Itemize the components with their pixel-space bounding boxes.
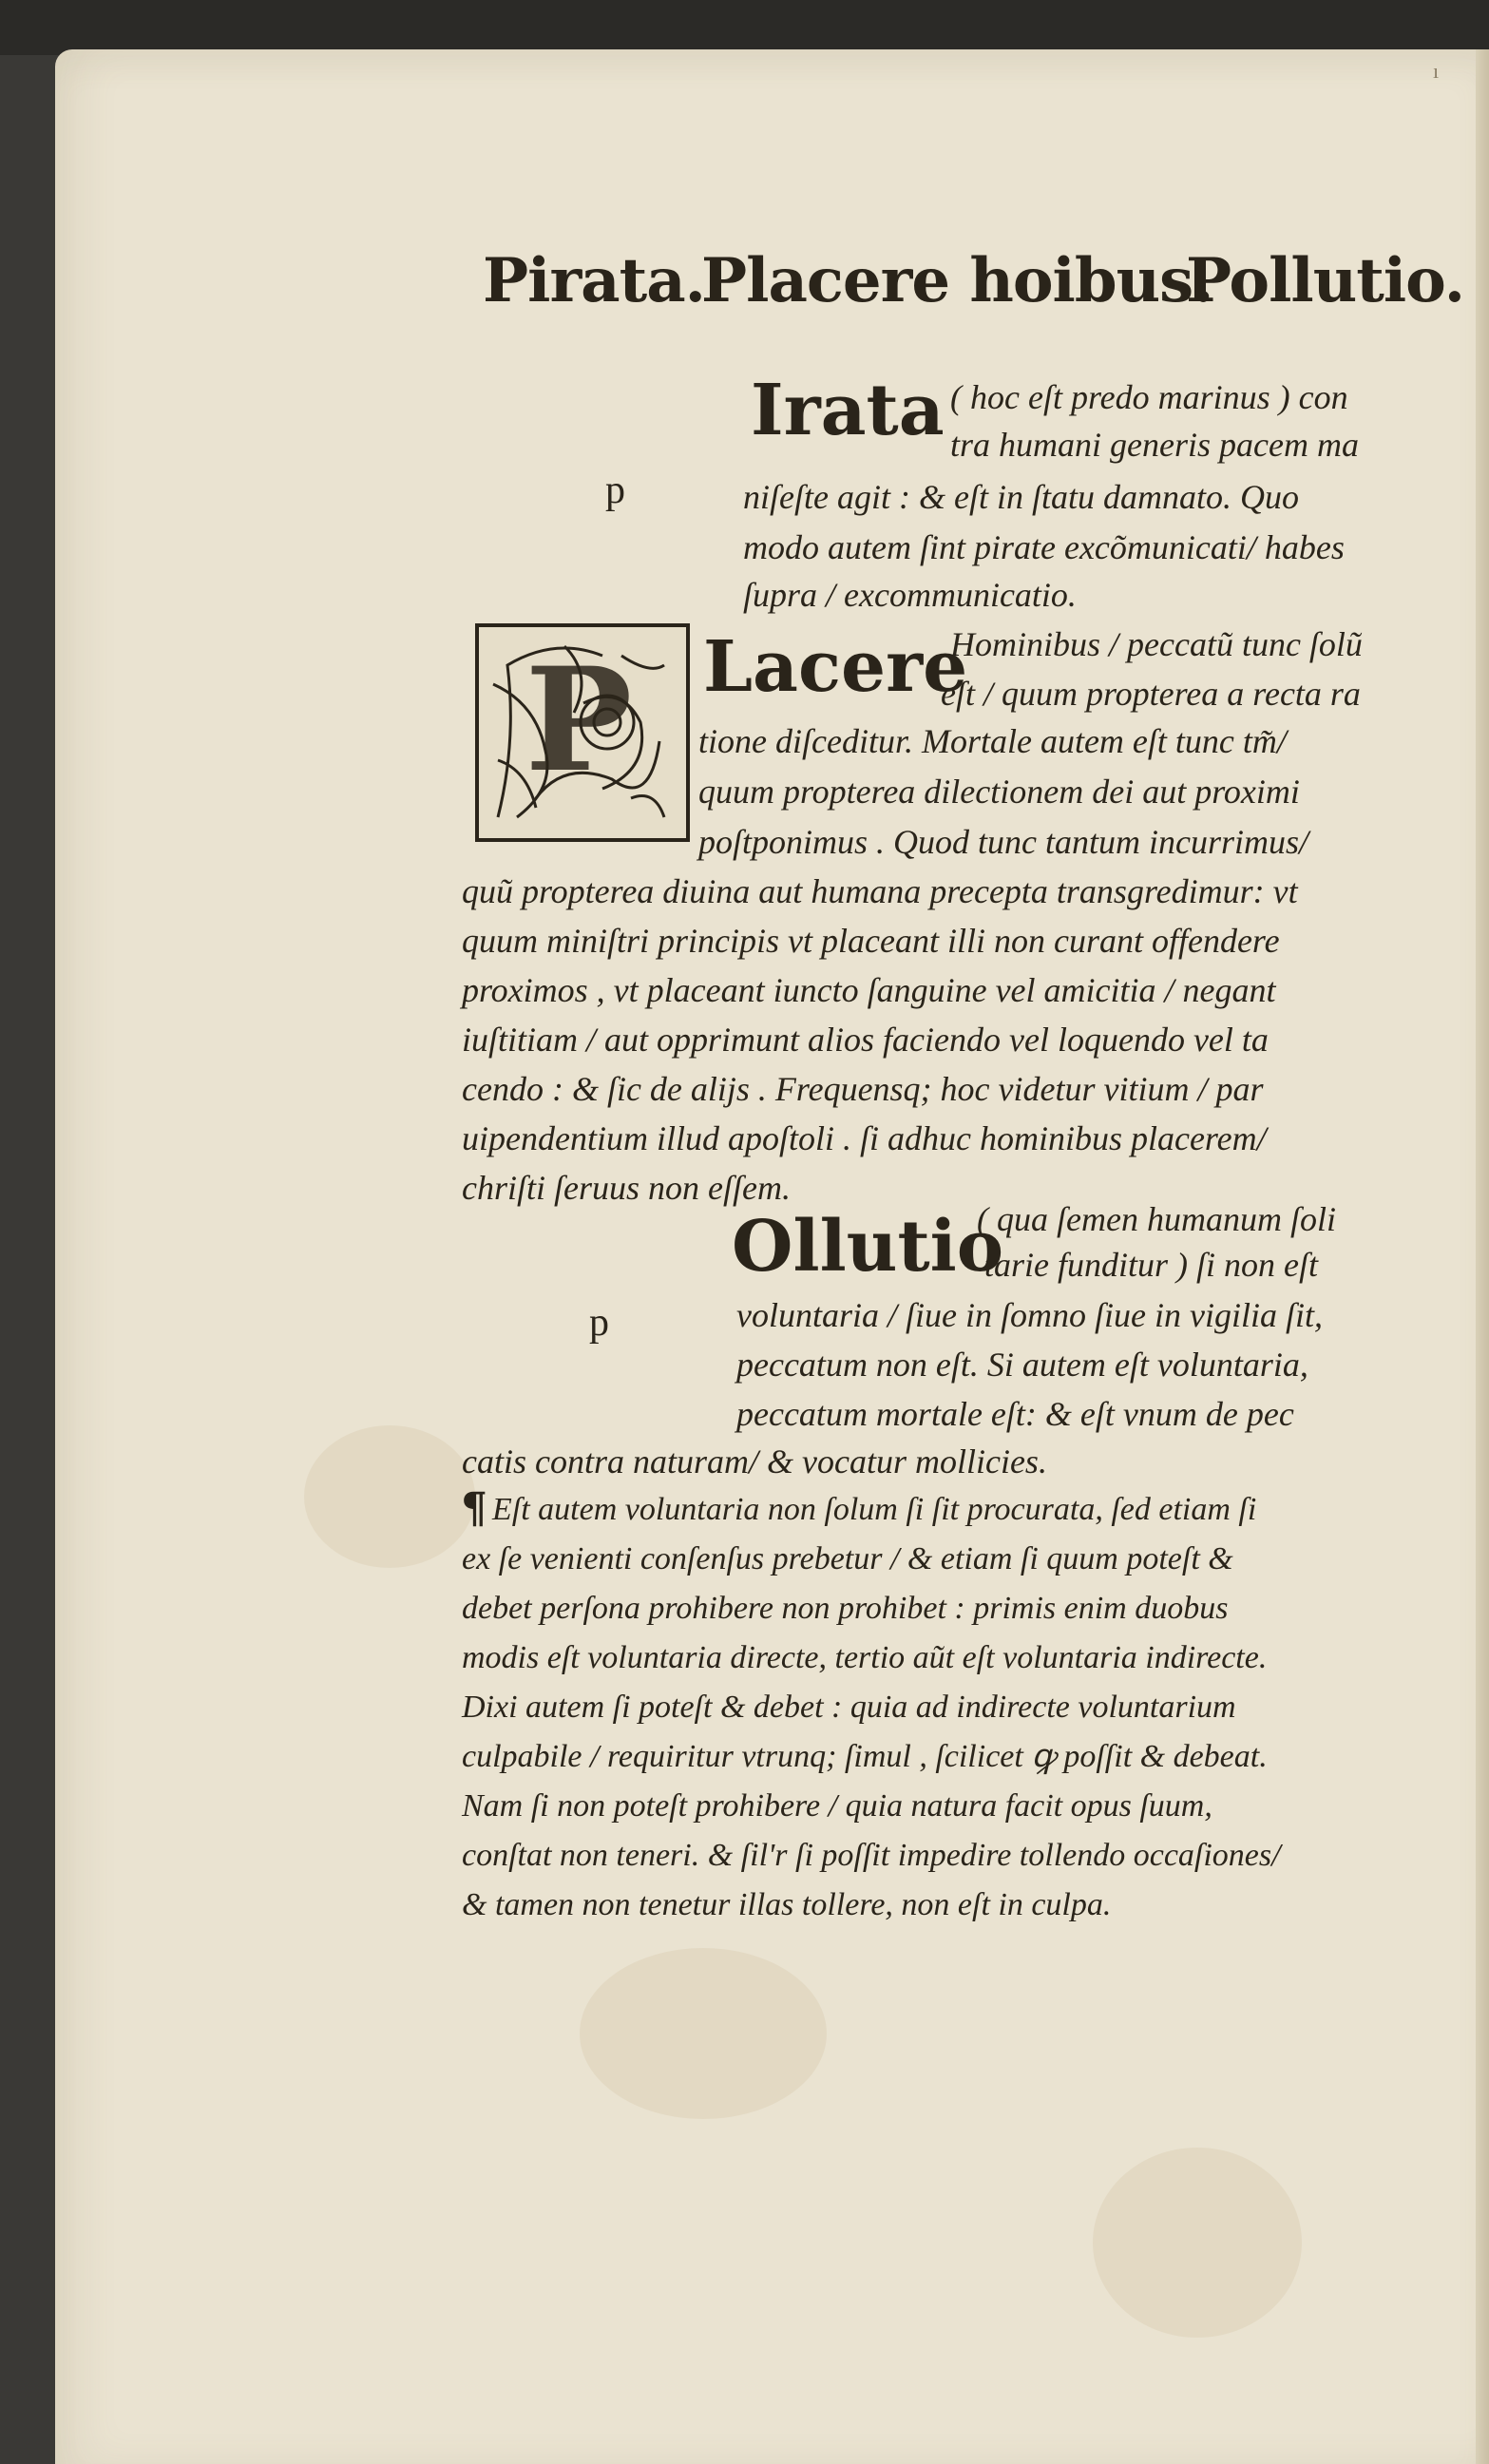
paragraph-line-2: ex ſe venienti conſenſus prebetur / & etiam ſi quum poteſt & bbox=[462, 1541, 1233, 1576]
pollutio-line-1: ( qua ſemen humanum ſoli bbox=[977, 1200, 1336, 1238]
placere-line-7: quum miniſtri principis vt placeant illi non curant offendere bbox=[462, 922, 1280, 960]
pollutio-line-6: catis contra naturam/ & vocatur mollicies. bbox=[462, 1442, 1047, 1480]
paragraph-line-9: & tamen non tenetur illas tollere, non eſt in culpa. bbox=[462, 1887, 1112, 1922]
placere-line-8: proximos , vt placeant iuncto ſanguine vel amicitia / negant bbox=[462, 971, 1276, 1009]
scan-background bbox=[0, 0, 1489, 55]
placere-drop-word: Lacere bbox=[703, 626, 968, 708]
paper-stain bbox=[1093, 2148, 1302, 2338]
page-edge bbox=[1476, 49, 1489, 2464]
header-pirata: Pirata. bbox=[483, 245, 705, 316]
paragraph-line-3: debet perſona prohibere non prohibet : primis enim duobus bbox=[462, 1591, 1229, 1626]
woodcut-initial-art bbox=[479, 627, 678, 831]
pollutio-margin-letter: p bbox=[589, 1301, 609, 1345]
placere-line-9: iuſtitiam / aut opprimunt alios faciendo vel loquendo vel ta bbox=[462, 1021, 1269, 1059]
pirata-drop-word: Irata bbox=[751, 370, 945, 451]
paragraph-line-4: modis eſt voluntaria directe, tertio aũt eſt voluntaria indirecte. bbox=[462, 1640, 1268, 1675]
paragraph-line-5: Dixi autem ſi poteſt & debet : quia ad indirecte voluntarium bbox=[462, 1690, 1236, 1725]
pirata-line-4: modo autem ſint pirate excõmunicati/ habes bbox=[743, 528, 1345, 566]
placere-line-12: chriſti ſeruus non eſſem. bbox=[462, 1169, 791, 1207]
pollutio-line-2: tarie funditur ) ſi non eſt bbox=[984, 1246, 1318, 1284]
placere-line-2: eſt / quum propterea a recta ra bbox=[941, 675, 1361, 713]
placere-line-4: quum propterea dilectionem dei aut proximi bbox=[698, 773, 1300, 811]
header-placere: Placere hoibus. bbox=[701, 245, 1213, 316]
placere-line-10: cendo : & ſic de alijs . Frequensq; hoc videtur vitium / par bbox=[462, 1070, 1264, 1108]
placere-line-6: quũ propterea diuina aut humana precepta transgredimur: vt bbox=[462, 872, 1298, 910]
pollutio-line-4: peccatum non eſt. Si autem eſt voluntaria, bbox=[736, 1346, 1308, 1384]
running-header bbox=[483, 245, 1480, 331]
pollutio-line-5: peccatum mortale eſt: & eſt vnum de pec bbox=[736, 1395, 1294, 1433]
paper-stain bbox=[304, 1425, 475, 1568]
paper-stain bbox=[580, 1948, 827, 2119]
header-pollutio: Pollutio. bbox=[1186, 245, 1464, 316]
page-mark: ı bbox=[1433, 59, 1440, 83]
pirata-line-3: niſeſte agit : & eſt in ſtatu damnato. Quo bbox=[743, 478, 1299, 516]
initial-letter: P bbox=[525, 637, 633, 804]
paragraph-line-8: conſtat non teneri. & ſil'r ſi poſſit impedire tollendo occaſiones/ bbox=[462, 1838, 1281, 1873]
woodcut-initial bbox=[475, 623, 690, 842]
pirata-margin-letter: p bbox=[605, 468, 625, 512]
paragraph-line-7: Nam ſi non poteſt prohibere / quia natura facit opus ſuum, bbox=[462, 1788, 1212, 1824]
placere-line-11: uipendentium illud apoſtoli . ſi adhuc hominibus placerem/ bbox=[462, 1119, 1267, 1157]
placere-line-1: Hominibus / peccatũ tunc ſolũ bbox=[950, 625, 1363, 663]
placere-line-3: tione diſceditur. Mortale autem eſt tunc tm̃/ bbox=[698, 722, 1287, 760]
pilcrow-mark: ¶ bbox=[461, 1484, 487, 1533]
pirata-line-5: ſupra / excommunicatio. bbox=[743, 576, 1077, 614]
placere-line-5: poſtponimus . Quod tunc tantum incurrimus/ bbox=[698, 823, 1309, 861]
paragraph-line-6: culpabile / requiritur vtrunq; ſimul , ſcilicet ꝙ poſſit & debeat. bbox=[462, 1739, 1268, 1774]
pollutio-line-3: voluntaria / ſiue in ſomno ſiue in vigilia ſit, bbox=[736, 1296, 1323, 1334]
paragraph-line-1: Eſt autem voluntaria non ſolum ſi ſit procurata, ſed etiam ſi bbox=[492, 1492, 1257, 1527]
pirata-line-2: tra humani generis pacem ma bbox=[950, 426, 1359, 464]
pirata-line-1: ( hoc eſt predo marinus ) con bbox=[950, 378, 1348, 416]
pollutio-drop-word: Ollutio bbox=[732, 1206, 1004, 1288]
